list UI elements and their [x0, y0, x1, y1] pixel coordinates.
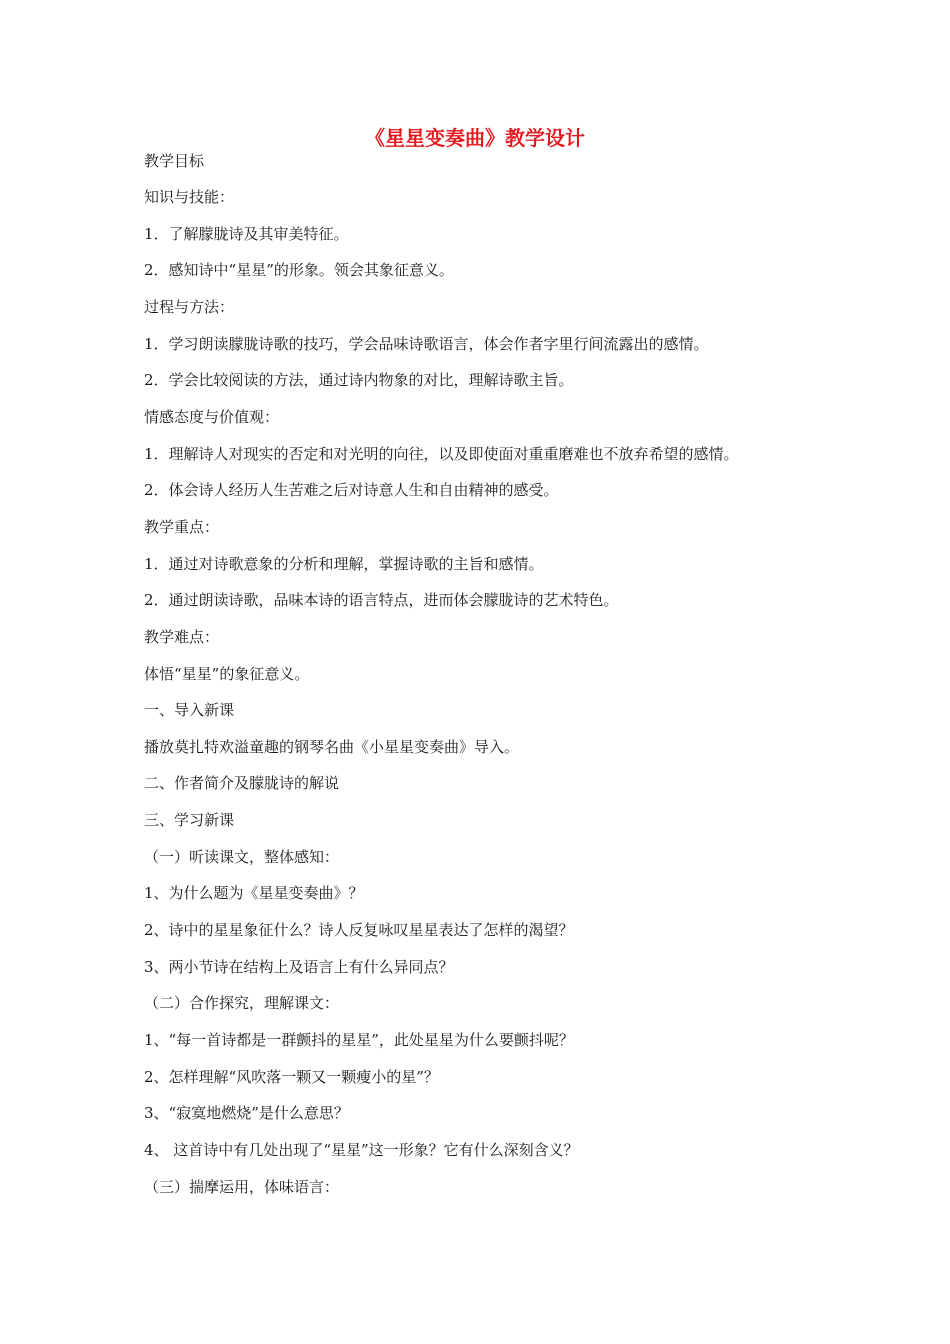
paragraph: 播放莫扎特欢溢童趣的钢琴名曲《小星星变奏曲》导入。 — [144, 738, 520, 756]
question-item: 1、“每一首诗都是一群颤抖的星星”，此处星星为什么要颤抖呢？ — [144, 1031, 574, 1049]
section-heading-author: 二、作者简介及朦胧诗的解说 — [144, 774, 340, 792]
question-item: 1、为什么题为《星星变奏曲》？ — [144, 884, 364, 902]
list-item: 1．学习朗读朦胧诗歌的技巧，学会品味诗歌语言，体会作者字里行间流露出的感情。 — [144, 335, 709, 353]
heading-teaching-goals: 教学目标 — [144, 152, 205, 170]
document-title: 《星星变奏曲》教学设计 — [365, 126, 585, 150]
question-item: 4、 这首诗中有几处出现了“星星”这一形象？它有什么深刻含义？ — [144, 1141, 579, 1159]
subheading-process-methods: 过程与方法： — [144, 298, 235, 316]
list-item: 2．通过朗读诗歌，品味本诗的语言特点，进而体会朦胧诗的艺术特色。 — [144, 591, 619, 609]
subsection-heading: （一）听读课文，整体感知： — [144, 848, 340, 866]
heading-key-points: 教学重点： — [144, 518, 220, 536]
question-item: 2、怎样理解“风吹落一颗又一颗瘦小的星”？ — [144, 1068, 439, 1086]
section-heading-intro: 一、导入新课 — [144, 701, 235, 719]
subheading-emotion-values: 情感态度与价值观： — [144, 408, 280, 426]
paragraph: 体悟“星星”的象征意义。 — [144, 665, 310, 683]
subsection-heading: （二）合作探究，理解课文： — [144, 994, 340, 1012]
list-item: 2．学会比较阅读的方法，通过诗内物象的对比，理解诗歌主旨。 — [144, 371, 574, 389]
section-heading-new-lesson: 三、学习新课 — [144, 811, 235, 829]
subsection-heading: （三）揣摩运用，体味语言： — [144, 1178, 340, 1196]
list-item: 1．理解诗人对现实的否定和对光明的向往，以及即使面对重重磨难也不放弃希望的感情。 — [144, 445, 739, 463]
list-item: 2．感知诗中“星星”的形象。领会其象征意义。 — [144, 261, 454, 279]
list-item: 1．通过对诗歌意象的分析和理解，掌握诗歌的主旨和感情。 — [144, 555, 544, 573]
subheading-knowledge-skills: 知识与技能： — [144, 188, 235, 206]
question-item: 2、诗中的星星象征什么？诗人反复咏叹星星表达了怎样的渴望？ — [144, 921, 574, 939]
list-item: 2．体会诗人经历人生苦难之后对诗意人生和自由精神的感受。 — [144, 481, 559, 499]
heading-difficult-points: 教学难点： — [144, 628, 220, 646]
question-item: 3、“寂寞地燃烧”是什么意思？ — [144, 1104, 349, 1122]
list-item: 1．了解朦胧诗及其审美特征。 — [144, 225, 349, 243]
question-item: 3、两小节诗在结构上及语言上有什么异同点？ — [144, 958, 454, 976]
